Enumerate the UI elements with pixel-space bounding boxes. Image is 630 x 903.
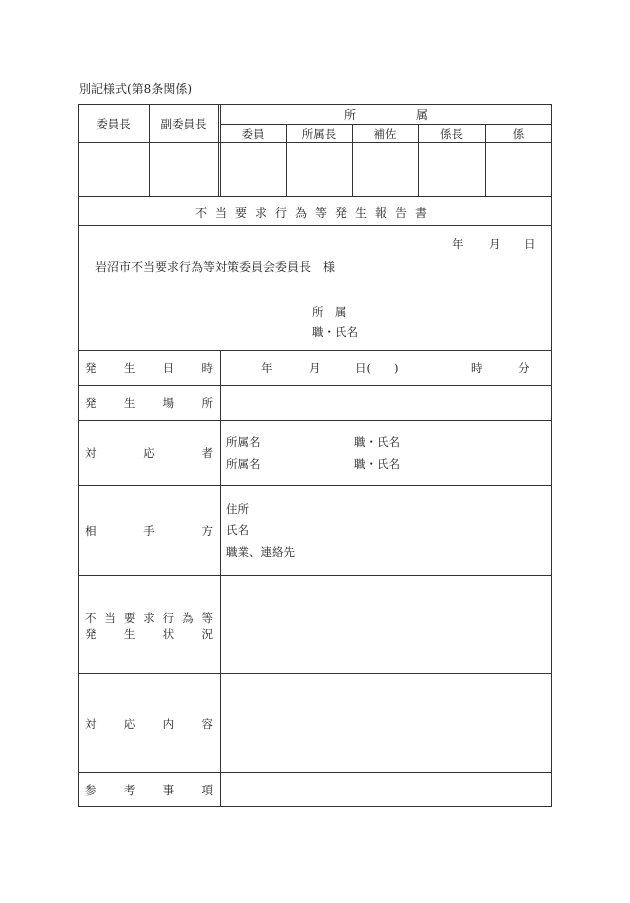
- approval-col-chief: 係長: [440, 127, 463, 141]
- counterpart-occupation-contact: 職業、連絡先: [226, 545, 295, 559]
- date-month: 月: [489, 237, 501, 251]
- occurrence-day: 日( ): [355, 361, 399, 375]
- responder-dept-2: 所属名: [226, 457, 261, 471]
- approval-department-header: 所 属: [343, 108, 428, 122]
- occurrence-year: 年: [261, 361, 273, 375]
- occurrence-month: 月: [309, 361, 321, 375]
- reference-label: 参 考 事 項: [85, 783, 213, 797]
- approval-col-section-head: 所属長: [301, 127, 337, 141]
- responder-name-2: 職・氏名: [354, 457, 400, 471]
- responder-name-1: 職・氏名: [354, 435, 400, 449]
- approval-col-staff: 係: [512, 127, 525, 141]
- report-title: 不当要求行為等発生報告書: [194, 206, 435, 220]
- occurrence-place-label: 発 生 場 所: [85, 396, 213, 410]
- form-note: 別記様式(第8条関係): [79, 82, 192, 96]
- approval-chair-header: 委員長: [96, 117, 131, 131]
- counterpart-name: 氏名: [226, 523, 249, 537]
- occurrence-datetime-label: 発 生 日 時: [85, 361, 213, 375]
- addressee: 岩沼市不当要求行為等対策委員会委員長 様: [95, 260, 336, 274]
- counterpart-address: 住所: [226, 502, 249, 516]
- approval-col-member: 委員: [241, 127, 265, 141]
- situation-label-line1: 不 当 要 求 行 為 等: [85, 611, 213, 625]
- response-content-label: 対 応 内 容: [85, 717, 213, 731]
- position-name-label: 職・氏名: [312, 325, 358, 339]
- affiliation-label: 所 属: [312, 305, 347, 319]
- occurrence-minute: 分: [518, 361, 530, 375]
- responder-label: 対 応 者: [85, 446, 213, 460]
- responder-dept-1: 所属名: [226, 435, 261, 449]
- date-day: 日: [524, 237, 536, 251]
- occurrence-hour: 時: [471, 361, 483, 375]
- situation-label-line2: 発 生 状 況: [85, 627, 213, 641]
- approval-col-assistant: 補佐: [373, 127, 397, 141]
- counterpart-label: 相 手 方: [85, 524, 213, 538]
- approval-vice-chair-header: 副委員長: [160, 117, 207, 131]
- date-year: 年: [452, 237, 464, 251]
